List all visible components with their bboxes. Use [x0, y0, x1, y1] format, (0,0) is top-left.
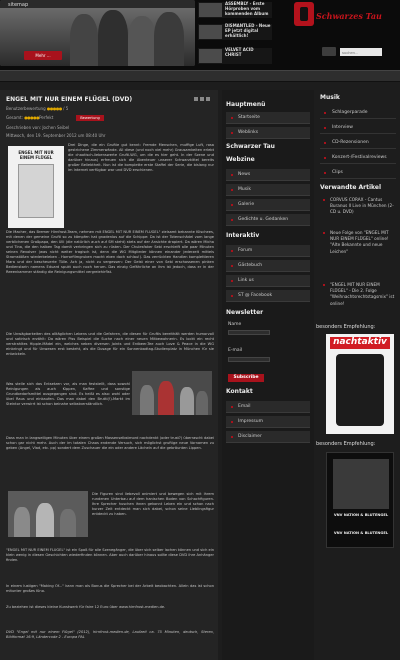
recommendation-label: besonders Empfehlung: — [316, 324, 376, 330]
email-label: E-mail — [228, 348, 243, 353]
total-rating-stars: ●●●●● — [24, 115, 40, 120]
ad-text: VNV NATION & BLUTENGEL — [333, 531, 389, 535]
menu-item-konzertreviews[interactable]: Konzert-/Festivalreviews — [320, 152, 396, 164]
article-paragraph: In einem lustigen "Making Of..." kann man als Bonus die Sprecher bei der Arbeit beobachten. Allein das ist schon mitunter großes Kino. — [6, 584, 214, 594]
ad-image — [336, 354, 384, 426]
top-nav — [0, 70, 400, 82]
menu-item-gaestebuch[interactable]: Gästebuch — [226, 260, 310, 272]
nachtaktiv-ad-banner[interactable] — [326, 334, 394, 434]
article-paragraph: Drei Dinge, die ein Gruftie gut kennt: Fremde Menschen, muffige Luft, rosa gestrichene Zimmerwände. All diese (und noch viel mehr) Grausamkeiten erlebt die chaotisch-liebenswerte Grufti-WG, um die es hier geht. In der Szene und darüber hinaus) erfreuen sich die Abenteuer unserer Schwarzkittel bereits großer Beliebtheit. Nun ist die komplette erste Staffel der Serie, die bislang nur im Internet verfügbar war und DVD erschienen. — [68, 143, 214, 173]
print-icon[interactable] — [200, 97, 204, 101]
interaktiv-title: Interaktiv — [226, 232, 260, 239]
menu-item-disclaimer[interactable]: Disclaimer — [226, 431, 310, 443]
name-field[interactable] — [228, 330, 270, 335]
hauptmenu-title: Hauptmenü — [226, 101, 266, 108]
news-thumbnail — [199, 3, 222, 17]
menu-item-weblinks[interactable]: Weblinks — [226, 127, 310, 139]
dvd-cover-image — [8, 146, 64, 228]
ad-logo: nachtaktiv — [330, 337, 390, 349]
menu-item-clips[interactable]: Clips — [320, 167, 396, 179]
search-icon[interactable] — [322, 47, 336, 56]
musik-title: Musik — [320, 94, 340, 101]
related-article-link[interactable]: "ENGEL MIT NUR EINEM FLÜGEL" - Die 2. Folge "Weihnachtsrechtstagsmix" ist online! — [320, 282, 396, 307]
news-item[interactable] — [198, 2, 272, 18]
ad-image — [333, 459, 389, 509]
menu-item-interview[interactable]: Interview — [320, 122, 396, 134]
related-article-link[interactable]: CORVUS CORAX - Cantus Buranus II Live in München (2-CD u. DVD) — [320, 197, 396, 216]
total-rating — [6, 115, 53, 120]
menu-item-facebook[interactable]: ST @ Facebook — [226, 290, 310, 302]
search-input[interactable] — [340, 48, 382, 56]
article-author: Geschrieben von: Jochen Seibel — [6, 125, 70, 130]
article-photo — [8, 491, 88, 537]
menu-item-musik[interactable]: Musik — [226, 184, 310, 196]
article-paragraph: "ENGEL MIT NUR EINEM FLÜGEL" ist ein Spaß für alle Szenegänger, die über sich selber lachen können und sich ein klein wenig in diesen Geschichten wiederfinden können. Aber auch darüber hinaus sollte diese DVD ihre Anhänger finden. — [6, 548, 214, 563]
recommendation-label: besonders Empfehlung: — [316, 441, 376, 447]
user-rating-stars[interactable]: ●●●●● — [46, 106, 62, 111]
news-thumbnail — [199, 25, 222, 39]
dvd-cover-title: ENGEL MIT NUR EINEM FLÜGEL — [18, 150, 54, 160]
news-title: ASSEMBLY - Erste Hörproben vom kommenden Album — [225, 1, 269, 16]
article-paragraph: Was stelle sich das Entsetzen vor, als man feststellt, dass sowohl Reinigungen als auch Kippen, Kaffee und sonstige Grundbedarfsmittel ausgegangen sind. Es heißt es also: wohl oder übel Raus und einkaufen. Das man dabei den Brutti(!)-Markt im Steintor verwirrt ist schon beinahe selbstverständlich. — [6, 382, 130, 407]
name-label: Name — [228, 322, 242, 327]
news-thumbnail — [199, 49, 222, 63]
webzine-title: Webzine — [226, 156, 255, 163]
total-rating-word: Perfekt — [39, 115, 54, 120]
menu-item-gedichte[interactable]: Gedichte u. Gedanken — [226, 214, 310, 226]
article-date: Mittwoch, den 19. September 2012 um 08:40 Uhr — [6, 133, 106, 138]
concert-ad-banner[interactable] — [326, 452, 394, 548]
kontakt-title: Kontakt — [226, 388, 253, 395]
site-section-title: Schwarzer Tau — [226, 143, 275, 150]
user-rating-value: / 5 — [63, 106, 69, 111]
email-field[interactable] — [228, 357, 270, 362]
article-paragraph: Die Figuren sind liebevoll animiert und bewegen sich mit ihrem rundenen Unterbau auf dem hanischen Boden von Schachfiguren. Ihre Sprecher huschen ihnen gekonnt Leben ein und schon nach kurzer Zeit entdeckt man sich dabei, schon seine Lieblingsfigur entdeckt zu haben. — [92, 492, 214, 517]
article-paragraph: Zu beziehen ist dieses kleine Kunstwerk für faire 12 Euro über www.hirnfrost-medien.de. — [6, 605, 166, 609]
nav-sitemap-link[interactable]: sitemap — [8, 2, 29, 8]
news-item[interactable] — [198, 24, 272, 40]
menu-item-schlagerparade[interactable]: Schlagerparade — [320, 107, 396, 119]
newsletter-title: Newsletter — [226, 309, 264, 316]
related-article-link[interactable]: Neue Folge von "ENGEL MIT NUR EINEM FLÜGEL" online! "Alte Bekannte und neue Leichen" — [320, 230, 396, 255]
pdf-icon[interactable] — [194, 97, 198, 101]
email-icon[interactable] — [206, 97, 210, 101]
news-title: DISMANTLED - Neue EP jetzt digital erhältlich! — [225, 23, 271, 38]
user-rating — [6, 106, 68, 111]
rate-button[interactable]: Bewertung — [76, 115, 104, 121]
logo-emblem-icon — [294, 2, 314, 26]
menu-item-galerie[interactable]: Galerie — [226, 199, 310, 211]
article-footnote: DVD "Engel mit nur einem Flügel" (2012), hirnfrost-medien.de, Laufzeit ca. 75 Minuten, deutsch, Stereo, Bildformat 16:9, Ländercode 2 - Europa PAL — [6, 630, 214, 640]
article-paragraph: Die Unwägbarkeiten des alltäglichen Lebens und die Gefahren, die diesen für Gruftis bereithält werden humorvoll und satirisch erzählt: Da wären Piss Beispiel die Suche nach einer neuen Mitbewohnerin. Es lockt ein recht verstrahltes Hippie-Mädel ein, welches neben diversen Joints und Erdbeer-Tee auch Love & Peace in die WG einbringt und für Unwesen erst besteht, als die Dusage für ein Sonnenbadtag-Studienplatz in München für sie entwickeln. — [6, 332, 214, 357]
site-logo[interactable] — [294, 2, 398, 26]
menu-item-startseite[interactable]: Startseite — [226, 112, 310, 124]
user-rating-label: Benutzerbewertung — [6, 106, 46, 111]
article-title: ENGEL MIT NUR EINEM FLÜGEL (DVD) — [6, 96, 133, 103]
total-rating-label: Gesamt: — [6, 115, 25, 120]
menu-item-impressum[interactable]: Impressum — [226, 416, 310, 428]
menu-item-cd-rezensionen[interactable]: CD-Rezensionen — [320, 137, 396, 149]
logo-text: Schwarzes Tau — [316, 11, 382, 21]
related-title: Verwandte Artikel — [320, 184, 382, 191]
article-tools — [194, 97, 214, 101]
news-item[interactable] — [198, 48, 272, 64]
article-photo — [132, 371, 212, 415]
ad-text: VNV NATION & BLUTENGEL — [333, 513, 389, 517]
menu-item-email[interactable]: Email — [226, 401, 310, 413]
article-paragraph: Dass man in langweiligen Minuten über einem großen Massenselbstmord nachdenkt (oder trust?) überrascht dabei schon gar nicht mehr. Auch der im totalen Chaos endende Versuch, sich möglichst gruftige neue Vornamen zu geben (Angel, Vlad, etc. pp) sondert dem Zuschauer die ein oder andere Lächeln auf die gebräunten Lippen. — [6, 436, 214, 451]
menu-item-forum[interactable]: Forum — [226, 245, 310, 257]
slider-more-button[interactable]: Mehr ... — [24, 51, 62, 60]
menu-item-news[interactable]: News — [226, 169, 310, 181]
news-title: VELVET ACID CHRIST — [225, 47, 254, 57]
menu-item-link-us[interactable]: Link us — [226, 275, 310, 287]
subscribe-button[interactable]: Subscribe — [228, 374, 264, 382]
article-paragraph: Die Macher, das Bremer Hirnfrost-Team, nehmen mit ENGEL MIT NUR EINEM FLÜGEL" zielsamt bekannte Klischees, mit denen der gemeine Grufti so zu kämpfen hat gnadenlos auf die Schippe: Da ist der Totenschädel vom lange verblichenen Großpapa, den Ulli (die natürlich auch auf SM steht) stets auf der Ansichte drapiert. Da wären Micha und Tina, die den halben Tag damit verbringen sich zu rüsten. Der Chulesfaker Sebi erschleift alle paar Minuten seinen Revolver (was nicht weiter tragisch ist, denn die WG Mitglieder können einander jederzeit mittels Stromstößen wiederbeleben - Horrorfilmgruben macht eben doch schlau!). Das verrückten Handlen komplettieren Mara und der bescheuerte Tülle. Ach ja, nicht zu vergessen: Der Geist einer von Sebi erschossenen pinken Bedienstarin namens Eduard spukt auch noch herum. Das einzig Gefährliche an ihm ist jedoch, dass er in der Reeenkammer ständig die Reinigungsmittel vergreiehirflst. — [6, 230, 214, 275]
